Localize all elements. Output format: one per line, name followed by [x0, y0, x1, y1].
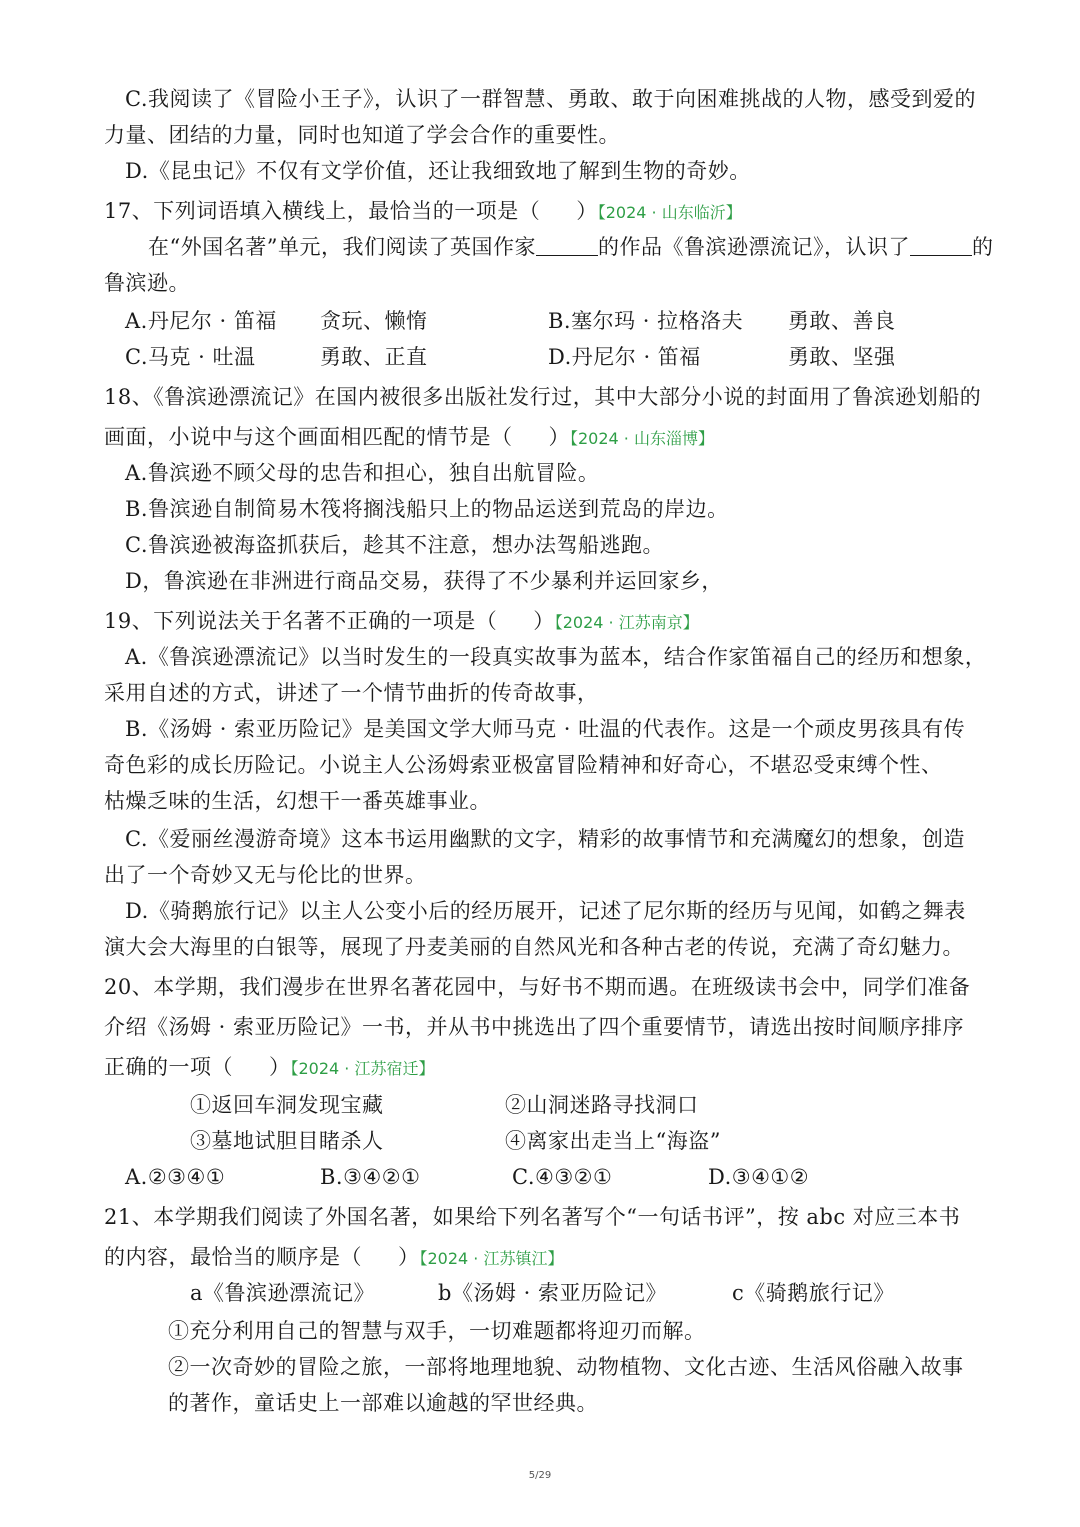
q21-review-2-line2: 的著作，童话史上一部难以逾越的罕世经典。: [168, 1391, 598, 1415]
q21-book-b: b《汤姆 · 索亚历险记》: [438, 1281, 667, 1305]
q19-option-d-line1: D.《骑鹅旅行记》以主人公变小后的经历展开，记述了尼尔斯的经历与见闻，如鹤之舞表: [125, 899, 966, 923]
q20-event-4: ④离家出走当上“海盗”: [505, 1129, 721, 1153]
q17-option-b-words: 勇敢、善良: [788, 309, 896, 333]
q17-option-c-name: C.马克 · 吐温: [125, 345, 256, 369]
q19-source-tag: 【2024 · 江苏南京】: [554, 613, 699, 632]
q21-review-2-line1: ②一次奇妙的冒险之旅，一部将地理地貌、动物植物、文化古迹、生活风俗融入故事: [168, 1355, 964, 1379]
q20-source-tag: 【2024 · 江苏宿迁】: [290, 1059, 435, 1078]
q19-option-b-line1: B.《汤姆 · 索亚历险记》是美国文学大师马克 · 吐温的代表作。这是一个顽皮男孩具有传: [125, 717, 966, 741]
q17-stem: [104, 196, 742, 228]
q18-stem-line1: 18、《鲁滨逊漂流记》在国内被很多出版社发行过，其中大部分小说的封面用了鲁滨逊划船的: [104, 385, 982, 409]
q21-stem-text: 的内容，最恰当的顺序是（: [104, 1245, 362, 1269]
q21-book-c: c《骑鹅旅行记》: [732, 1281, 895, 1305]
q21-review-1: ①充分利用自己的智慧与双手，一切难题都将迎刃而解。: [168, 1319, 706, 1343]
q17-option-a-words: 贪玩、懒惰: [320, 309, 428, 333]
q18-source-tag: 【2024 · 山东淄博】: [570, 429, 714, 448]
q21-stem-line1: 21、本学期我们阅读了外国名著，如果给下列名著写个“一句话书评”，按 abc 对应三本书: [104, 1205, 961, 1229]
q17-passage-line2: 鲁滨逊。: [104, 271, 190, 295]
q17-stem-close: ）: [576, 199, 598, 223]
q20-event-2: ②山洞迷路寻找洞口: [505, 1093, 699, 1117]
q21-book-a: a《鲁滨逊漂流记》: [190, 1281, 376, 1305]
q19-stem-text: 19、下列说法关于名著不正确的一项是（: [104, 609, 498, 633]
q17-stem-text: 17、下列词语填入横线上，最恰当的一项是（: [104, 199, 541, 223]
q20-stem-text: 正确的一项（: [104, 1055, 233, 1079]
q20-option-c: C.④③②①: [512, 1165, 613, 1189]
q20-stem-line3: [104, 1052, 434, 1084]
q17-passage-b: 的作品《鲁滨逊漂流记》，认识了: [597, 235, 910, 259]
q18-option-b: B.鲁滨逊自制简易木筏将搁浅船只上的物品运送到荒岛的岸边。: [125, 497, 729, 521]
q16-option-c-line1: C.我阅读了《冒险小王子》，认识了一群智慧、勇敢、敢于向困难挑战的人物，感受到爱的: [125, 87, 976, 111]
q17-option-c-words: 勇敢、正直: [320, 345, 428, 369]
q17-option-b-name: B.塞尔玛 · 拉格洛夫: [548, 309, 744, 333]
q20-option-a: A.②③④①: [125, 1165, 226, 1189]
q19-option-c-line2: 出了一个奇妙又无与伦比的世界。: [104, 863, 427, 887]
q17-passage: [148, 232, 993, 262]
q19-stem-close: ）: [533, 609, 555, 633]
q18-stem-line2: [104, 422, 714, 454]
q20-option-b: B.③④②①: [320, 1165, 421, 1189]
q19-option-b-line2: 奇色彩的成长历险记。小说主人公汤姆索亚极富冒险精神和好奇心，不堪忍受束缚个性、: [104, 753, 943, 777]
q18-option-c: C.鲁滨逊被海盗抓获后，趁其不注意，想办法驾船逃跑。: [125, 533, 664, 557]
fill-blank: [910, 235, 972, 256]
q20-option-d: D.③④①②: [708, 1165, 810, 1189]
q18-stem-text: 画面，小说中与这个画面相匹配的情节是（: [104, 425, 513, 449]
q19-option-a-line1: A.《鲁滨逊漂流记》以当时发生的一段真实故事为蓝本，结合作家笛福自己的经历和想象，: [125, 645, 987, 669]
q20-event-3: ③墓地试胆目睹杀人: [190, 1129, 384, 1153]
q19-stem: [104, 606, 699, 638]
q18-option-d: D，鲁滨逊在非洲进行商品交易，获得了不少暴利并运回家乡，: [125, 569, 723, 593]
page-number: 5/29: [528, 1470, 552, 1481]
q20-stem-close: ）: [269, 1055, 291, 1079]
q21-stem-line2: [104, 1242, 563, 1274]
q19-option-b-line3: 枯燥乏味的生活，幻想干一番英雄事业。: [104, 789, 491, 813]
q20-stem-line2: 介绍《汤姆 · 索亚历险记》一书，并从书中挑选出了四个重要情节，请选出按时间顺序排序: [104, 1015, 965, 1039]
q20-stem-line1: 20、本学期，我们漫步在世界名著花园中，与好书不期而遇。在班级读书会中，同学们准备: [104, 975, 971, 999]
q17-option-a-name: A.丹尼尔 · 笛福: [125, 309, 277, 333]
q21-source-tag: 【2024 · 江苏镇江】: [419, 1249, 564, 1268]
q21-stem-close: ）: [398, 1245, 420, 1269]
q17-source-tag: 【2024 · 山东临沂】: [597, 203, 742, 222]
q19-option-a-line2: 采用自述的方式，讲述了一个情节曲折的传奇故事，: [104, 681, 599, 705]
q19-option-c-line1: C.《爱丽丝漫游奇境》这本书运用幽默的文字，精彩的故事情节和充满魔幻的想象，创造: [125, 827, 965, 851]
q17-option-d-words: 勇敢、坚强: [788, 345, 896, 369]
q16-option-d: D.《昆虫记》不仅有文学价值，还让我细致地了解到生物的奇妙。: [125, 159, 751, 183]
q17-option-d-name: D.丹尼尔 · 笛福: [548, 345, 701, 369]
q18-stem-close: ）: [548, 425, 570, 449]
q18-option-a: A.鲁滨逊不顾父母的忠告和担心，独自出航冒险。: [125, 461, 600, 485]
q17-passage-c: 的: [971, 235, 994, 259]
q17-passage-a: 在“外国名著”单元，我们阅读了英国作家: [148, 235, 536, 259]
q20-event-1: ①返回车洞发现宝藏: [190, 1093, 384, 1117]
fill-blank: [536, 235, 598, 256]
q16-option-c-line2: 力量、团结的力量，同时也知道了学会合作的重要性。: [104, 123, 620, 147]
q19-option-d-line2: 演大会大海里的白银等，展现了丹麦美丽的自然风光和各种古老的传说，充满了奇幻魅力。: [104, 935, 964, 959]
